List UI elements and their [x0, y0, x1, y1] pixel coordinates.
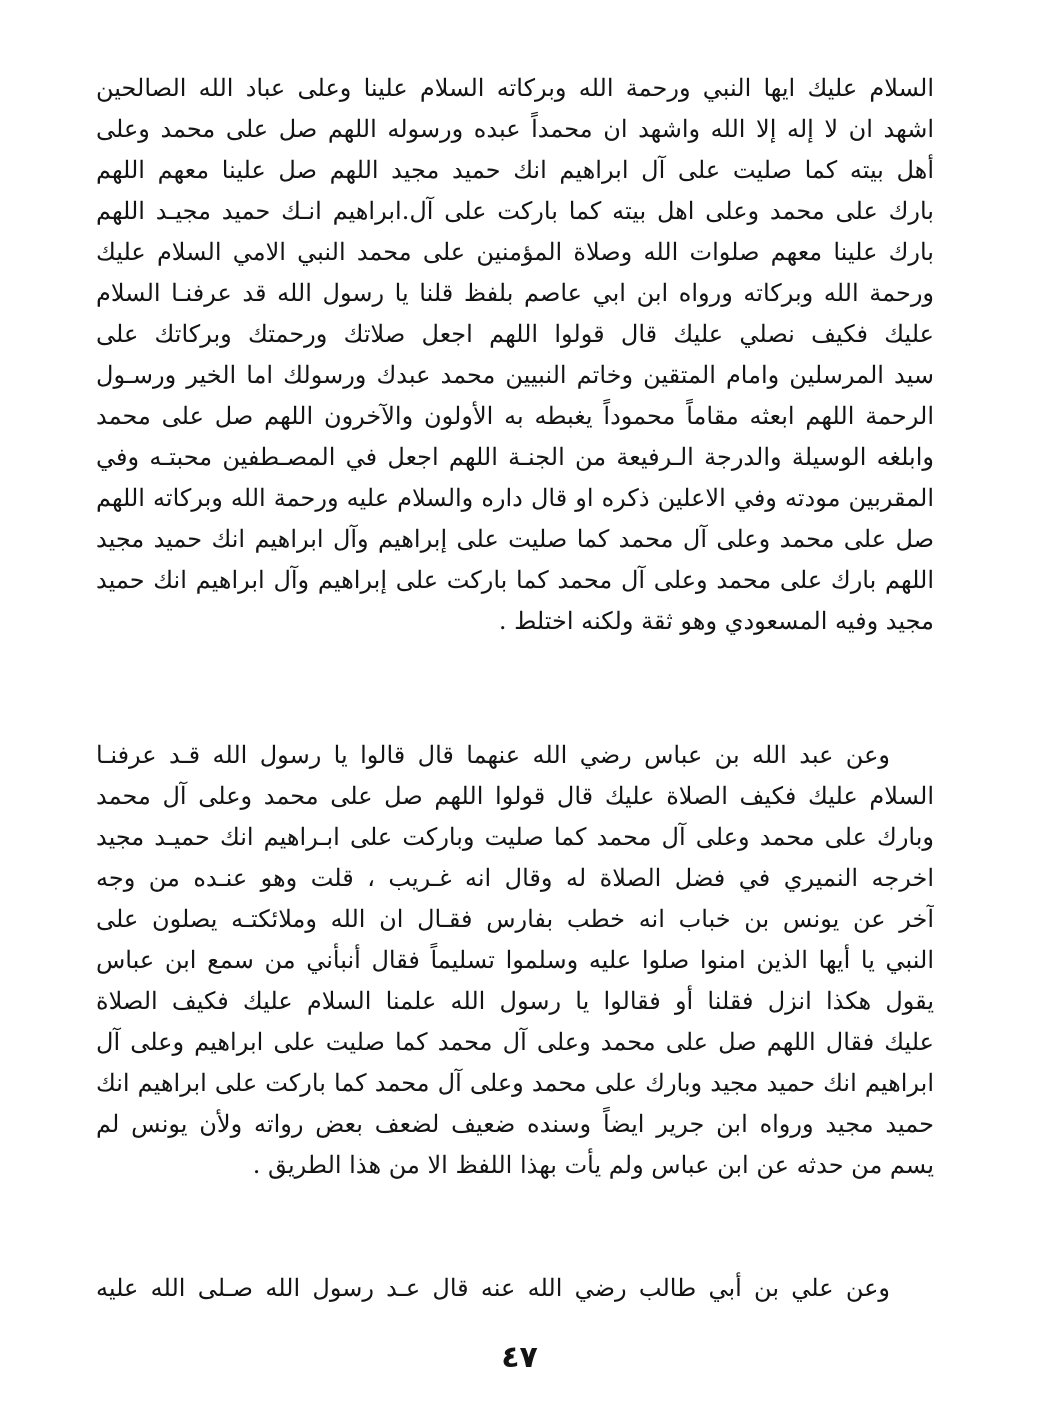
text-line: أهل بيته كما صليت على آل ابراهيم انك حميد مجيد اللهم صل علينا معهم اللهم — [96, 156, 934, 184]
page-number: ٤٧ — [501, 1340, 538, 1375]
text-line: الرحمة اللهم ابعثه مقاماً محموداً يغبطه به الأولون والآخرون اللهم صل على محمد — [96, 402, 934, 430]
text-line: يقول هكذا انزل فقلنا أو فقالوا يا رسول الله علمنا السلام عليك فكيف الصلاة — [96, 987, 934, 1015]
paragraph-3 — [96, 1268, 934, 1309]
text-line: مجيد وفيه المسعودي وهو ثقة ولكنه اختلط . — [498, 607, 934, 635]
text-line: بارك علينا معهم صلوات الله وصلاة المؤمنين على محمد النبي الامي السلام عليك — [96, 238, 934, 266]
text-line: سيد المرسلين وامام المتقين وخاتم النبيين محمد عبدك ورسولك اما الخير ورسـول — [96, 361, 934, 389]
text-line: ورحمة الله وبركاته ورواه ابن ابي عاصم بلفظ قلنا يا رسول الله قد عرفنـا السلام — [96, 279, 934, 307]
text-line: عليك فقال اللهم صل على محمد وعلى آل محمد كما صليت على ابراهيم وعلى آل — [96, 1028, 934, 1056]
text-line: يسم من حدثه عن ابن عباس ولم يأت بهذا اللفظ الا من هذا الطريق . — [252, 1151, 934, 1179]
text-line: اشهد ان لا إله إلا الله واشهد ان محمداً عبده ورسوله اللهم صل على محمد وعلى — [96, 115, 934, 143]
text-line: اللهم بارك على محمد وعلى آل محمد كما باركت على إبراهيم وآل ابراهيم انك حميد — [96, 566, 934, 594]
text-line: وبارك على محمد وعلى آل محمد كما صليت وباركت على ابـراهيم انك حميـد مجيد — [96, 823, 934, 851]
text-line: السلام عليك فكيف الصلاة عليك قال قولوا اللهم صل على محمد وعلى آل محمد — [96, 782, 934, 810]
text-line: حميد مجيد ورواه ابن جرير ايضاً وسنده ضعيف لضعف بعض رواته ولأن يونس لم — [96, 1110, 934, 1138]
text-line: النبي يا أيها الذين امنوا صلوا عليه وسلموا تسليماً فقال أنبأني من سمع ابن عباس — [96, 946, 934, 974]
text-line: آخر عن يونس بن خباب انه خطب بفارس فقـال ان الله وملائكتـه يصلون على — [96, 905, 934, 933]
text-line: عليك فكيف نصلي عليك قال قولوا اللهم اجعل صلاتك ورحمتك وبركاتك على — [96, 320, 934, 348]
text-line: المقربين مودته وفي الاعلين ذكره او قال داره والسلام عليه ورحمة الله وبركاته اللهم — [96, 484, 934, 512]
text-line: ابراهيم انك حميد مجيد وبارك على محمد وعلى آل محمد كما باركت على ابراهيم انك — [96, 1069, 934, 1097]
text-line: وعن عبد الله بن عباس رضي الله عنهما قال قالوا يا رسول الله قـد عرفنـا — [96, 741, 890, 769]
paragraph-2 — [96, 735, 934, 1186]
text-line: بارك على محمد وعلى اهل بيته كما باركت على آل.ابراهيم انـك حميد مجيـد اللهم — [96, 197, 934, 225]
paragraph-1 — [96, 68, 934, 642]
text-line: السلام عليك ايها النبي ورحمة الله وبركاته السلام علينا وعلى عباد الله الصالحين — [96, 74, 934, 102]
text-line: صل على محمد وعلى آل محمد كما صليت على إبراهيم وآل ابراهيم انك حميد مجيد — [96, 525, 934, 553]
text-line: وعن علي بن أبي طالب رضي الله عنه قال عـد رسول الله صـلى الله عليه — [96, 1274, 890, 1302]
text-line: اخرجه النميري في فضل الصلاة له وقال انه غـريب ، قلت وهو عنـده من وجه — [96, 864, 934, 892]
text-line: وابلغه الوسيلة والدرجة الـرفيعة من الجنـة اللهم اجعل في المصـطفين محبتـه وفي — [96, 443, 934, 471]
